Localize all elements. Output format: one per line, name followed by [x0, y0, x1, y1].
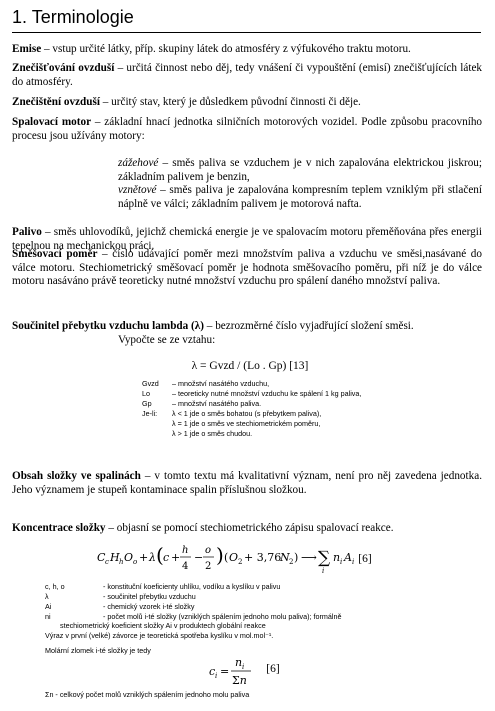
- lambda-note-desc: – množství nasátého vzduchu,: [172, 379, 270, 388]
- svg-text:o: o: [133, 558, 138, 566]
- section-heading: 1. Terminologie: [12, 7, 134, 27]
- svg-text:h: h: [119, 558, 124, 566]
- reaction-note-sym: c, h, o: [45, 582, 65, 591]
- svg-text:c: c: [163, 551, 170, 564]
- def-emise: – vstup určité látky, příp. skupiny látek do atmosféry z výfukového traktu motoru.: [41, 43, 411, 55]
- reaction-note-sym: ni: [45, 612, 51, 621]
- vyraz-note: Výraz v první (velké) závorce je teoretická spotřeba kyslíku v mol.mol⁻¹.: [45, 631, 274, 640]
- molar-fraction-formula: [207, 654, 267, 688]
- lambda-note-desc: λ = 1 jde o směs ve stechiometrickém poměru,: [172, 419, 321, 428]
- term-znecistovani: Znečišťování ovzduší: [12, 62, 115, 74]
- term-znecisteni: Znečištění ovzduší: [12, 96, 100, 108]
- term-smesovaci-pomer: Směšovací poměr: [12, 248, 98, 260]
- svg-text:N: N: [280, 551, 290, 564]
- entry-smesovaci-pomer: [12, 248, 482, 289]
- svg-text:2: 2: [289, 558, 294, 566]
- term-zazehove: zážehové: [118, 157, 159, 169]
- lambda-note-desc: λ < 1 jde o směs bohatou (s přebytkem paliva),: [172, 409, 322, 418]
- reaction-note-desc: - konstituční koeficienty uhlíku, vodíku a kyslíku v palivu: [103, 582, 281, 591]
- molar-ref: [6]: [266, 663, 280, 675]
- lambda-note-desc: – množství nasátého paliva.: [172, 399, 262, 408]
- def-soucinitel: – bezrozměrné číslo vyjadřující složení směsi.: [204, 320, 414, 332]
- svg-text:H: H: [110, 551, 120, 564]
- entry-vznetove: [118, 184, 482, 211]
- reaction-note-desc: - součinitel přebytku vzduchu: [103, 592, 196, 601]
- entry-emise: [12, 43, 482, 57]
- def-koncentrace: – objasní se pomocí stechiometrického zápisu spalovací reakce.: [105, 522, 394, 534]
- svg-text:n: n: [235, 656, 243, 669]
- svg-text:4: 4: [182, 561, 189, 572]
- vypocte-text: Vypočte se ze vztahu:: [118, 334, 216, 346]
- term-palivo: Palivo: [12, 226, 42, 238]
- entry-znecistovani: [12, 62, 482, 89]
- svg-text:+ 3,76: + 3,76: [244, 551, 282, 564]
- svg-text:=: =: [220, 665, 230, 678]
- svg-text:A: A: [344, 551, 352, 564]
- svg-text:∑: ∑: [318, 548, 331, 568]
- lambda-note-sym: Lo: [142, 389, 150, 398]
- reaction-note-sym: λ: [45, 592, 49, 601]
- term-soucinitel: Součinitel přebytku vzduchu lambda (λ): [12, 320, 204, 332]
- reaction-ref: [6]: [358, 553, 372, 565]
- reaction-note-desc: - chemický vzorek i-té složky: [103, 602, 195, 611]
- def-spalovaci-motor: – základní hnací jednotka silničních motorových vozidel. Podle způsobu pracovního procesu jsou užívány motory:: [12, 116, 483, 142]
- svg-text:+: +: [171, 551, 181, 564]
- svg-text:): ): [294, 551, 299, 564]
- molar-title: Molární zlomek i-té složky je tedy: [45, 646, 151, 655]
- heading-rule: [12, 32, 481, 33]
- svg-text:⟶: ⟶: [301, 551, 317, 564]
- entry-zazehove: [118, 157, 482, 184]
- entry-koncentrace: [12, 522, 482, 536]
- svg-text:Σn: Σn: [232, 674, 247, 687]
- entry-soucinitel: [12, 320, 482, 334]
- svg-text:C: C: [97, 551, 106, 564]
- reaction-note-desc: - počet molů i-té složky (vzniklých spálením jednoho molu paliva); formálně: [103, 612, 342, 621]
- term-obsah: Obsah složky ve spalinách: [12, 470, 141, 482]
- lambda-note-desc: λ > 1 jde o směs chudou.: [172, 429, 253, 438]
- entry-znecisteni: [12, 96, 482, 110]
- svg-text:i: i: [340, 558, 343, 566]
- svg-text:h: h: [182, 545, 189, 556]
- term-koncentrace: Koncentrace složky: [12, 522, 106, 534]
- svg-text:o: o: [205, 545, 212, 556]
- svg-text:O: O: [124, 551, 134, 564]
- svg-text:−: −: [194, 551, 204, 564]
- def-vznetove: – směs paliva je zapalována kompresním teplem vzniklým při stlačení náplně ve válci; základním palivem je motorová nafta.: [118, 184, 482, 210]
- lambda-note-sym: Gvzd: [142, 379, 159, 388]
- reaction-note-desc: stechiometrický koeficient složky Ai v produktech globální reakce: [60, 621, 266, 630]
- svg-text:+: +: [139, 551, 149, 564]
- svg-text:2: 2: [238, 558, 243, 566]
- def-zazehove: – směs paliva se vzduchem je v nich zapalována elektrickou jiskrou; základním palivem je benzin,: [118, 157, 482, 183]
- svg-text:n: n: [333, 551, 341, 564]
- svg-text:c: c: [209, 665, 216, 678]
- def-znecistovani: – určitá činnost nebo děj, tedy vnášení či vypouštění (emisí) znečišťujících látek do atmosféry.: [12, 62, 483, 88]
- lambda-formula: λ = Gvzd / (Lo . Gp) [13]: [191, 360, 309, 372]
- def-obsah: – v tomto textu má kvalitativní význam, není pro něj zavedena jednotka. Jeho významem je stupeň kontaminace spalin příslušnou složkou.: [12, 470, 482, 496]
- svg-text:O: O: [229, 551, 239, 564]
- svg-text:λ: λ: [149, 551, 156, 564]
- term-vznetove: vznětové: [118, 184, 157, 196]
- term-spalovaci-motor: Spalovací motor: [12, 116, 92, 128]
- lambda-note-sym: Je-li:: [142, 409, 158, 418]
- reaction-equation: [95, 539, 395, 579]
- def-palivo: – směs uhlovodíků, jejichž chemická energie je ve spalovacím motoru přeměňována přes energii tepelnou na mechanickou práci.: [12, 226, 482, 252]
- svg-text:(: (: [224, 551, 229, 564]
- svg-text:(: (: [156, 543, 164, 567]
- svg-text:i: i: [322, 567, 325, 575]
- term-emise: Emise: [12, 43, 42, 55]
- lambda-note-desc: – teoreticky nutné množství vzduchu ke spálení 1 kg paliva,: [172, 389, 362, 398]
- svg-text:i: i: [352, 558, 355, 566]
- svg-text:i: i: [215, 672, 218, 680]
- lambda-note-sym: Gp: [142, 399, 152, 408]
- svg-text:i: i: [242, 663, 245, 671]
- sigma-note: Σn - celkový počet molů vzniklých spálením jednoho molu paliva: [45, 690, 250, 699]
- def-znecisteni: – určitý stav, který je důsledkem původní činnosti či děje.: [99, 96, 361, 108]
- svg-text:c: c: [105, 558, 109, 566]
- svg-text:2: 2: [205, 561, 212, 572]
- entry-spalovaci-motor: [12, 116, 482, 143]
- reaction-note-sym: Ai: [45, 602, 52, 611]
- svg-text:): ): [216, 543, 224, 567]
- entry-obsah: [12, 470, 482, 497]
- def-smesovaci-pomer: – číslo udávající poměr mezi množstvím paliva a vzduchu ve směsi,nasávané do válce motoru. Stechiometrický směšovací poměr je hodnota směšovacího poměru, při níž je do válce motoru nasáváno právě teoreticky nutné množství vzduchu pro spálení daného množství paliva.: [12, 248, 482, 288]
